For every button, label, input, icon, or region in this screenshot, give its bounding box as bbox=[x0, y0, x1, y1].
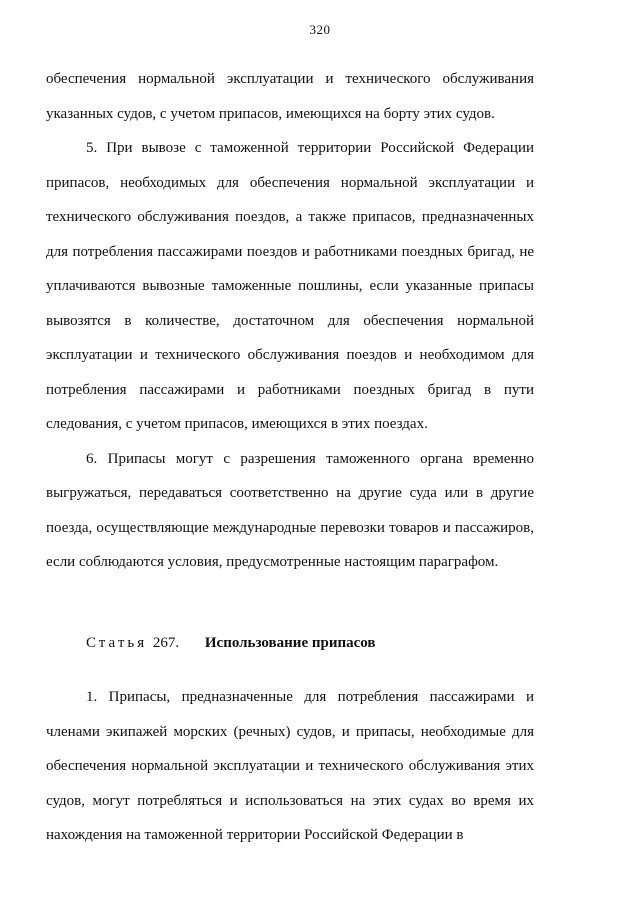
paragraph-continuation: обеспечения нормальной эксплуатации и технического обслуживания указанных судов, с учетом припасов, имеющихся на борту этих судов. bbox=[46, 71, 534, 122]
article-label: Статья bbox=[86, 635, 148, 651]
paragraph-item-6: 6. Припасы могут с разрешения таможенного органа временно выгружаться, передаваться соответственно на другие суда или в другие поезда, осуществляющие международные перевозки товаров и пассажиров, если соблюдаются условия, предусмотренные настоящим параграфом. bbox=[46, 450, 534, 570]
paragraph-article-267-item-1: 1. Припасы, предназначенные для потребления пассажирами и членами экипажей морских (речных) судов, и припасы, необходимые для обеспечения нормальной эксплуатации и технического обслуживания этих судов, могут потребляться и использоваться на этих судах во время их нахождения на таможенной территории Российской Федерации в bbox=[46, 689, 534, 843]
article-title: Использование припасов bbox=[204, 635, 376, 651]
text-block-before-article bbox=[46, 62, 534, 580]
paragraph-item-5: 5. При вывозе с таможенной территории Российской Федерации припасов, необходимых для обеспечения нормальной эксплуатации и технического обслуживания поездов, а также припасов, предназначенных для потребления пассажирами поездов и работниками поездных бригад, не уплачиваются вывозные таможенные пошлины, если указанные припасы вывозятся в количестве, достаточном для обеспечения нормальной эксплуатации и технического обслуживания поездов и необходимом для потребления пассажирами и работниками поездных бригад в пути следования, с учетом припасов, имеющихся в этих поездах. bbox=[46, 140, 534, 432]
text-block-after-article bbox=[46, 680, 534, 853]
page-number: 320 bbox=[309, 22, 331, 37]
article-number: 267. bbox=[152, 635, 180, 651]
article-heading bbox=[86, 633, 376, 653]
